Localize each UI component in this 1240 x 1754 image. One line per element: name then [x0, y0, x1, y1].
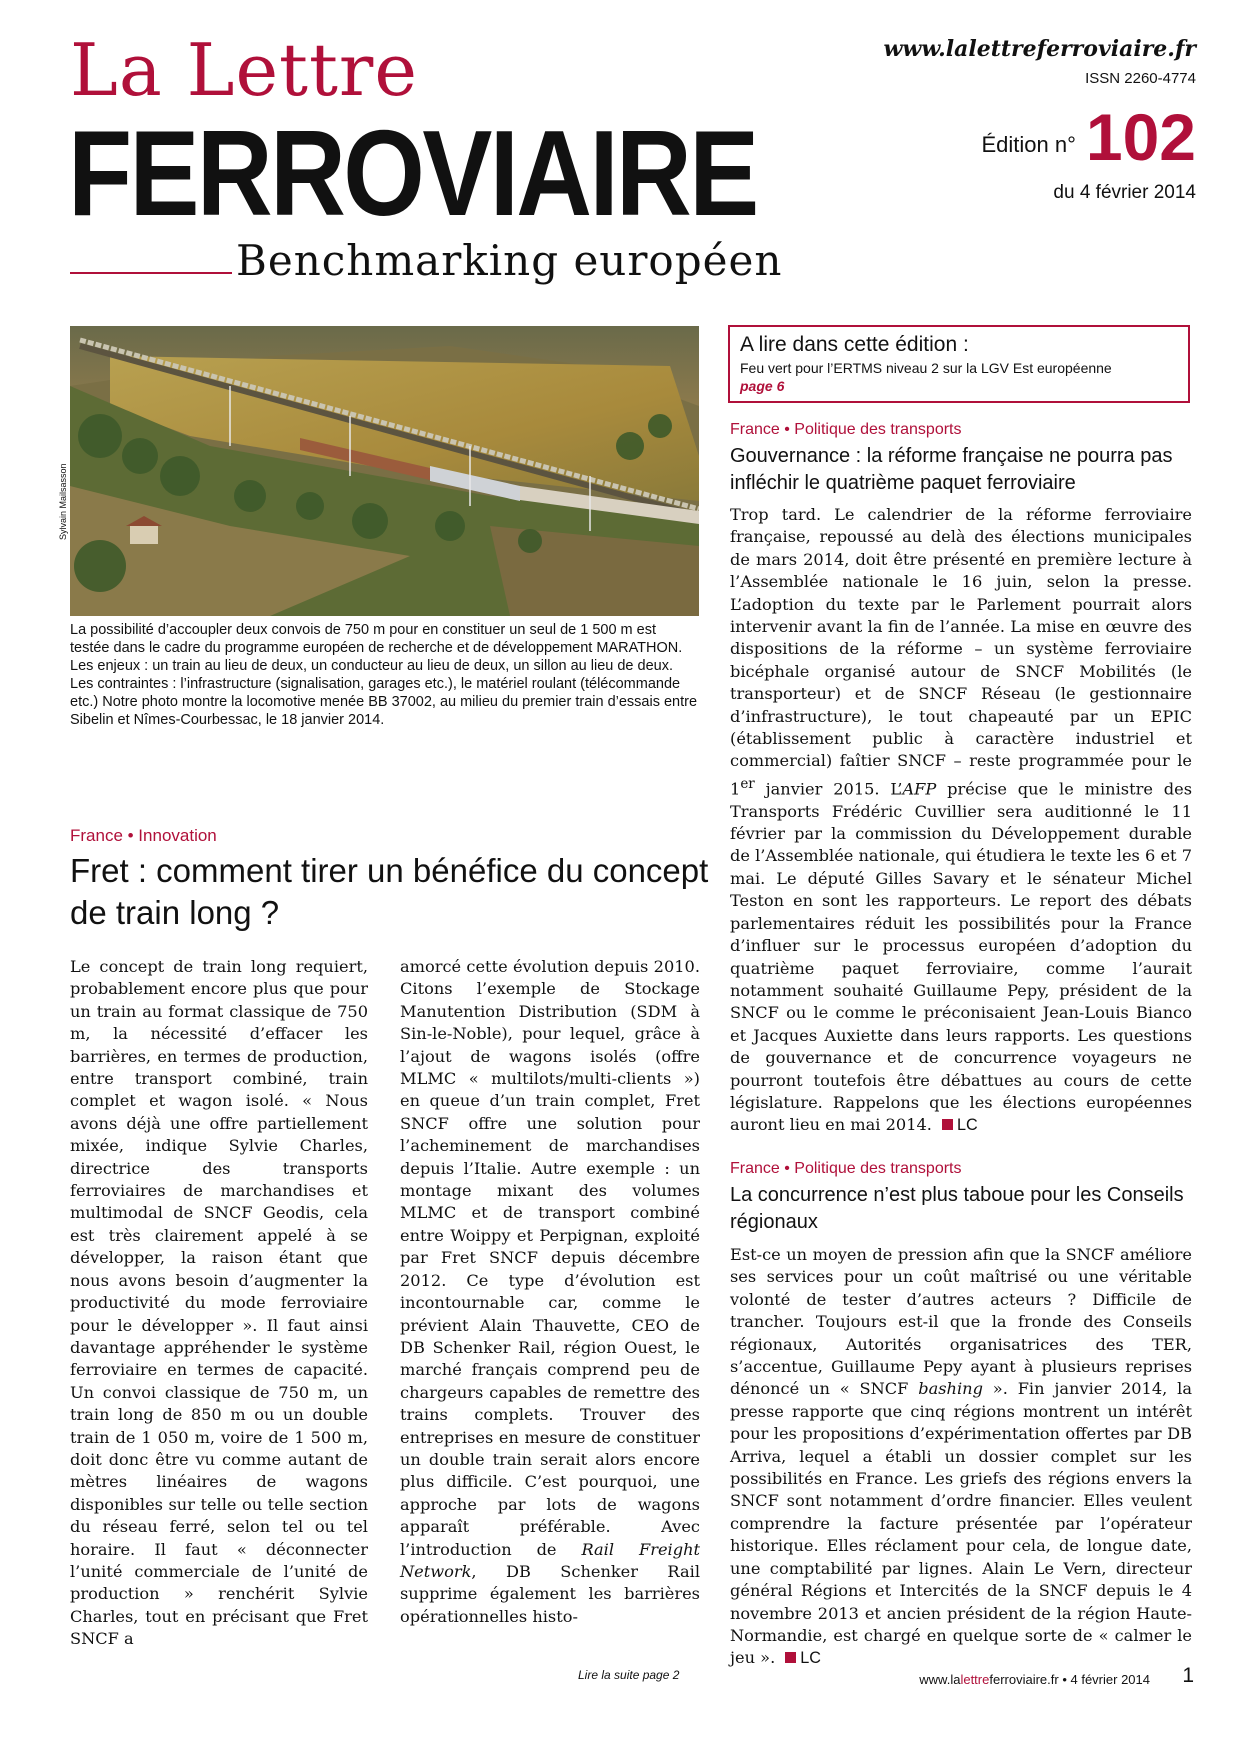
article-comp-headline: La concurrence n’est plus taboue pour les Conseils régionaux — [730, 1184, 1184, 1233]
teaser-page-link[interactable]: page 6 — [740, 378, 785, 394]
header-edition — [981, 100, 1196, 174]
comp-text-2: ». Fin janvier 2014, la presse rapporte que cinq régions montrent un intérêt pour les propositions d’expérimentation offertes par DB Arriva, lequel a établi un dossier complet sur les possibilités en France. Les griefs des régions envers la SNCF sont notamment d’ordre financier. Elles veulent comprendre la facture présentée par l’opérateur historique. Elles réclament pour cela, de longue date, une comptabilité par lignes. Alain Le Vern, directeur général Régions et Intercités de la SNCF depuis le 4 novembre 2013 et ancien président de la région Haute-Normandie, est chargé en quelque sorte de « calmer le jeu ». — [730, 1379, 1192, 1668]
page-number: 1 — [1182, 1664, 1194, 1687]
gov-text-1: Trop tard. Le calendrier de la réforme ferroviaire française, repoussé au delà des élections municipales de mars 2014, doit être présenté en première lecture à l’Assemblée nationale le 16 juin, selon la presse. L’adoption du texte par le Parlement pourrait alors intervenir avant la fin de l’année. La mise en œuvre des dispositions de la réforme – un système ferroviaire bicéphale organisé autour de SNCF Mobilités (le transporteur) et de SNCF Réseau (le gestionnaire d’infrastructure), le tout chapeauté par un EPIC (établissement public à caractère industriel et commercial) faîtier SNCF – reste programmée pour le 1 — [730, 505, 1192, 799]
teaser-box — [728, 325, 1190, 403]
teaser-title: A lire dans cette édition : — [740, 333, 969, 356]
header-website-link[interactable]: www.lalettreferroviaire.fr — [883, 36, 1196, 62]
train-photo-illustration — [70, 326, 699, 616]
gov-text-2: janvier 2015. L’ — [754, 779, 903, 799]
edition-label: Édition n° — [981, 132, 1076, 157]
gov-text-3: précise que le ministre des Transports Frédéric Cuvillier sera auditionné le 11 février par la commission du Développement durable de l’Assemblée nationale, qui étudiera le texte les 6 et 7 mai. Le député Gilles Savary et le sénateur Michel Teston en sont les rapporteurs. Le report des débats parlementaires réduit les possibilités pour la France d’influer sur le processus européen d’adoption du quatrième paquet ferroviaire, comme l’aurait notamment souhaité Guillaume Pepy, président de la SNCF ou le comme le préconisaient Jean-Louis Bianco et Jacques Auxiette dans leurs rapports. Les questions de gouvernance et de concurrence voyageurs ne pourront toutefois être débattues au cours de cette législature. Rappelons que les élections européennes auront lieu en mai 2014. — [730, 779, 1193, 1135]
header-date: du 4 février 2014 — [1053, 182, 1196, 203]
article-main-col2-italic: Rail Freight Network — [400, 1539, 701, 1581]
article-main-column-2 — [400, 956, 700, 1628]
article-gov-kicker: France • Politique des transports — [730, 421, 962, 438]
gov-italic: AFP — [902, 779, 937, 799]
masthead-subtitle: Benchmarking européen — [236, 236, 783, 285]
article-main-kicker: France • Innovation — [70, 826, 217, 845]
article-main-column-1: Le concept de train long requiert, probablement encore plus que pour un train au format classique de 750 m, la nécessité d’effacer les barrières, en termes de production, entre transport combiné, train complet et wagon isolé. « Nous avons déjà une offre partiellement mixée, indique Sylvie Charles, directrice des transports ferroviaires de marchandises et multimodal de SNCF Geodis, cela est très clairement appelé à se développer, la raison étant que nous avons besoin d’augmenter la productivité du mode ferroviaire pour le développer ». Il faut ainsi davantage appréhender le système ferroviaire en termes de capacité. Un convoi classique de 750 m, un train long de 850 m ou un double train de 1 050 m, voire de 1 500 m, doit donc être vu comme autant de mètres linéaires de wagons disponibles sur telle ou telle section du réseau ferré, selon tel ou tel horaire. Il faut « déconnecter l’unité commerciale de l’unité de production » renchérit Sylvie Charles, tout en précisant que Fret SNCF a — [70, 957, 368, 1649]
masthead-title-line1: La Lettre — [70, 28, 418, 112]
gov-sup: er — [740, 775, 755, 792]
photo-credit: Sylvain Mailsasson — [58, 463, 68, 540]
comp-italic: bashing — [918, 1379, 983, 1399]
teaser-text: Feu vert pour l’ERTMS niveau 2 sur la LGV Est européenne — [740, 360, 1112, 376]
footer-url-start: www.la — [919, 1672, 961, 1687]
comp-text-1: Est-ce un moyen de pression afin que la SNCF améliore ses services pour un coût maîtrisé ou une véritable volonté de tester d’autres acteurs ? Difficile de trancher. Toujours est-il que la fronde des Conseils régionaux, Autorités organisatrices des TER, s’accentue, Guillaume Pepy ayant à plusieurs reprises dénoncé un « SNCF — [730, 1245, 1192, 1399]
article-main-headline: Fret : comment tirer un bénéfice du concept de train long ? — [70, 852, 709, 931]
article-main-col2-text: amorcé cette évolution depuis 2010. Citons l’exemple de Stockage Manutention Distribution (SDM à Sin-le-Noble), pour lequel, grâce à l’ajout de wagons isolés (offre MLMC « multilots/multi-clients ») en queue d’un train complet, Fret SNCF offre une solution pour l’acheminement de marchandises depuis l’Italie. Autre exemple : un montage mixant des volumes MLMC et de transport combiné entre Woippy et Perpignan, exploité par Fret SNCF depuis décembre 2012. Ce type d’évolution est incontournable car, comme le prévient Alain Thauvette, CEO de DB Schenker Rail, région Ouest, le marché français comprend peu de chargeurs capables de remettre des trains complets. Trouver des entreprises en mesure de constituer un double train serait alors encore plus difficile. C’est pourquoi, une approche par lots de wagons apparaît préférable. Avec l’introduction de — [400, 957, 700, 1559]
article-gov-signature: LC — [956, 1116, 978, 1135]
article-comp-body — [730, 1244, 1192, 1670]
footer-url-end: ferroviaire.fr — [989, 1672, 1059, 1687]
masthead-rule — [70, 272, 232, 274]
article-comp-signature: LC — [800, 1649, 821, 1668]
article-gov-body — [730, 504, 1192, 1137]
article-main-col2-end: , DB Schenker Rail supprime également les barrières opérationnelles histo- — [400, 1561, 700, 1626]
masthead-title-line2: FERROVIAIRE — [68, 105, 757, 241]
train-photo — [70, 326, 699, 616]
footer-url-mid: lettre — [960, 1672, 990, 1687]
footer — [919, 1672, 1150, 1687]
signature-marker — [785, 1652, 796, 1663]
edition-number: 102 — [1085, 100, 1196, 174]
photo-caption: La possibilité d’accoupler deux convois de 750 m pour en constituer un seul de 1 500 m est testée dans le cadre du programme européen de recherche et de développement MARATHON. Les enjeux : un train au lieu de deux, un conducteur au lieu de deux, un sillon au lieu de deux. Les contraintes : l’infrastructure (signalisation, garages etc.), le matériel roulant (télécommande etc.) Notre photo montre la locomotive menée BB 37002, au milieu du premier train d’essais entre Sibelin et Nîmes-Courbessac, le 18 janvier 2014. — [70, 622, 698, 728]
footer-date: • 4 février 2014 — [1058, 1672, 1150, 1687]
continued-link[interactable]: Lire la suite page 2 — [578, 1668, 680, 1682]
article-comp-kicker: France • Politique des transports — [730, 1160, 962, 1177]
signature-marker — [942, 1119, 953, 1130]
article-gov-headline: Gouvernance : la réforme française ne pourra pas infléchir le quatrième paquet ferroviaire — [730, 445, 1173, 494]
header-issn: ISSN 2260-4774 — [1085, 70, 1196, 87]
